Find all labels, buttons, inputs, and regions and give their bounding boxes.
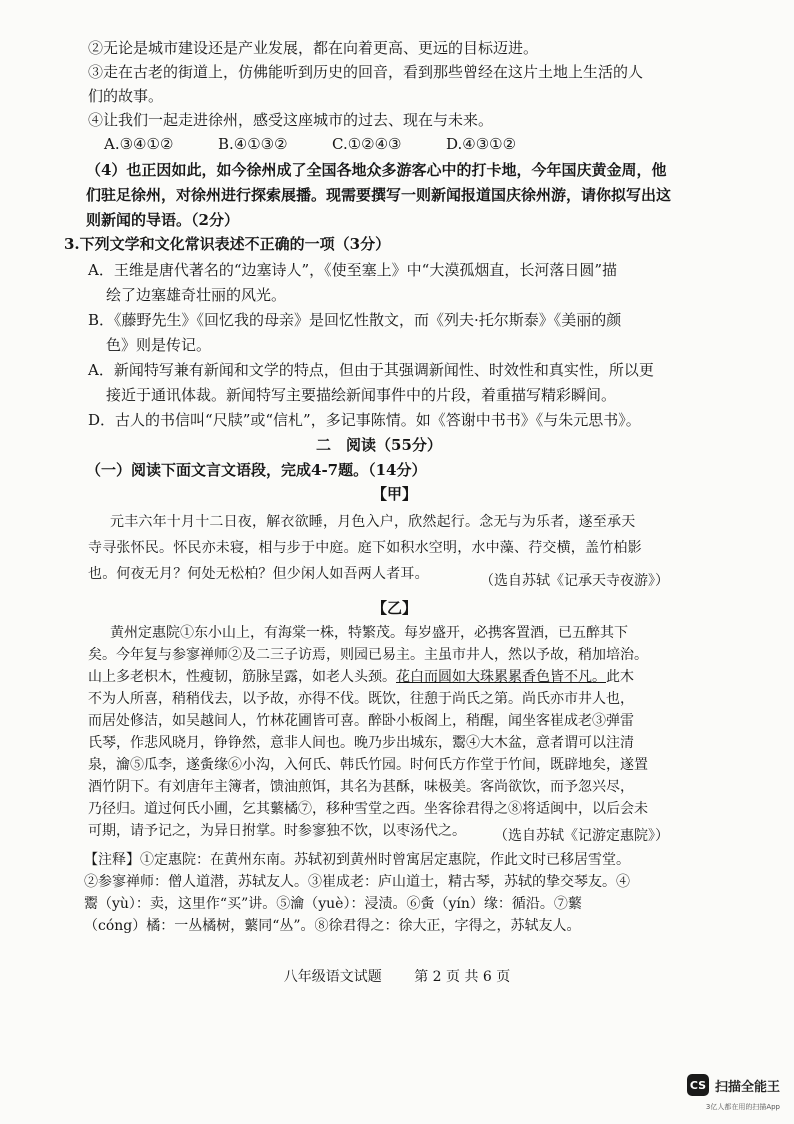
notes-line3: 鬻（yù）：卖，这里作“买”讲。⑤瀹（yuè）：浸渍。⑥夤（yín）缘：循沿。⑦蘩 [84, 896, 582, 912]
notes-line4: （cóng）橘：一丛橘树，蘩同“丛”。⑧徐君得之：徐大正，字得之，苏轼友人。 [84, 918, 581, 934]
sentence-3-line1: ③走在古老的街道上，仿佛能听到历史的回音，看到那些曾经在这片土地上生活的人 [88, 63, 644, 81]
section-title: 二 阅读（55分） [316, 436, 442, 454]
sentence-2: ②无论是城市建设还是产业发展，都在向着更高、更远的目标迈进。 [88, 39, 539, 57]
notes-line1: 【注释】①定惠院：在黄州东南。苏轼初到黄州时曾寓居定惠院，作此文时已移居雪堂。 [84, 852, 630, 868]
yi-line10: 可期，请予记之，为异日拊掌。时参寥独不饮，以枣汤代之。 [88, 823, 466, 839]
q3-option-a-line1: A．王维是唐代著名的“边塞诗人”，《使至塞上》中“大漠孤烟直，长河落日圆”描 [88, 261, 618, 279]
q3-option-b-line2: 色》则是传记。 [106, 336, 212, 354]
yi-line4: 不为人所喜，稍稍伐去，以予故，亦得不伐。既饮，往憩于尚氏之第。尚氏亦市井人也， [88, 691, 634, 707]
camscanner-logo-icon: CS [687, 1074, 709, 1096]
q3-option-d: D．古人的书信叫“尺牍”或“信札”，多记事陈情。如《答谢中书书》《与朱元思书》。 [88, 411, 641, 429]
q4-line2: 们驻足徐州，对徐州进行探索展播。现需要撰写一则新闻报道国庆徐州游，请你拟写出这 [86, 186, 672, 204]
jia-heading: 【甲】 [372, 485, 418, 503]
option-b: B.④①③② [218, 135, 288, 153]
footer-subject: 八年级语文试题 [283, 969, 382, 985]
notes-line2: ②参寥禅师：僧人道潜，苏轼友人。③崔成老：庐山道士，精古琴，苏轼的挚交琴友。④ [84, 874, 630, 890]
yi-line3 [88, 667, 634, 687]
sentence-4: ④让我们一起走进徐州，感受这座城市的过去、现在与未来。 [88, 111, 494, 129]
q3-option-a-line2: 绘了边塞雄奇壮丽的风光。 [106, 286, 287, 304]
yi-line5: 而居处修洁，如吴越间人，竹林花圃皆可喜。醉卧小板阁上，稍醒，闻坐客崔成老③弹雷 [88, 713, 634, 729]
q3-option-c-line1: A．新闻特写兼有新闻和文学的特点，但由于其强调新闻性、时效性和真实性，所以更 [88, 361, 654, 379]
q4-line3: 则新闻的导语。（2分） [86, 211, 239, 229]
yi-source: （选自苏轼《记游定惠院》） [494, 828, 669, 844]
yi-line3-part3: 此木 [606, 669, 634, 685]
yi-line1: 黄州定惠院①东小山上，有海棠一株，特繁茂。每岁盛开，必携客置酒，已五醉其下 [110, 625, 628, 641]
scanner-watermark [687, 1074, 780, 1096]
q3-stem: 3.下列文学和文化常识表述不正确的一项（3分） [64, 235, 391, 253]
sentence-3-line2: 们的故事。 [88, 87, 164, 105]
watermark-tagline: 3亿人都在用的扫描App [705, 1103, 780, 1111]
answer-options [104, 134, 560, 154]
yi-line9: 乃径归。道过何氏小圃，乞其蘩橘⑦，移种雪堂之西。坐客徐君得之⑧将适闽中，以后会未 [88, 801, 648, 817]
underlined-sentence: 花白而圆如大珠累累香色皆不凡。 [396, 669, 606, 685]
yi-line2: 矣。今年复与参寥禅师②及二三子访焉，则园已易主。主虽市井人，然以予故，稍加培治。 [88, 647, 648, 663]
yi-line3-part1: 山上多老枳木，性瘦韧，筋脉呈露，如老人头颈。 [88, 669, 396, 685]
q3-option-b-line1: B．《藤野先生》《回忆我的母亲》是回忆性散文，而《列夫·托尔斯泰》《美丽的颜 [88, 311, 622, 329]
yi-line6: 氏琴，作悲风晓月，铮铮然，意非人间也。晚乃步出城东，鬻④大木盆，意者谓可以注清 [88, 735, 634, 751]
section-part1: （一）阅读下面文言文语段，完成4-7题。（14分） [86, 461, 427, 479]
yi-line7: 泉，瀹⑤瓜李，遂夤缘⑥小沟，入何氏、韩氏竹园。时何氏方作堂于竹间，既辟地矣，遂置 [88, 757, 648, 773]
footer-page-number: 第 2 页 共 6 页 [414, 969, 511, 985]
option-a: A.③④①② [104, 135, 174, 153]
jia-line2: 寺寻张怀民。怀民亦未寝，相与步于中庭。庭下如积水空明，水中藻、荇交横，盖竹柏影 [88, 540, 642, 556]
watermark-app-name: 扫描全能王 [714, 1079, 780, 1095]
jia-line1: 元丰六年十月十二日夜，解衣欲睡，月色入户，欣然起行。念无与为乐者，遂至承天 [110, 514, 636, 530]
yi-line8: 酒竹阴下。有刘唐年主簿者，馈油煎饵，其名为甚酥，味极美。客尚欲饮，而予忽兴尽， [88, 779, 634, 795]
q4-line1: （4）也正因如此，如今徐州成了全国各地众多游客心中的打卡地，今年国庆黄金周，他 [86, 161, 667, 179]
yi-heading: 【乙】 [372, 599, 418, 617]
option-d: D.④③①② [446, 135, 517, 153]
option-c: C.①②④③ [332, 135, 402, 153]
q3-option-c-line2: 接近于通讯体裁。新闻特写主要描绘新闻事件中的片段，着重描写精彩瞬间。 [106, 386, 617, 404]
jia-source: （选自苏轼《记承天寺夜游》） [480, 573, 669, 589]
page-footer [0, 966, 794, 986]
jia-line3: 也。何夜无月？何处无松柏？但少闲人如吾两人者耳。 [88, 566, 429, 582]
